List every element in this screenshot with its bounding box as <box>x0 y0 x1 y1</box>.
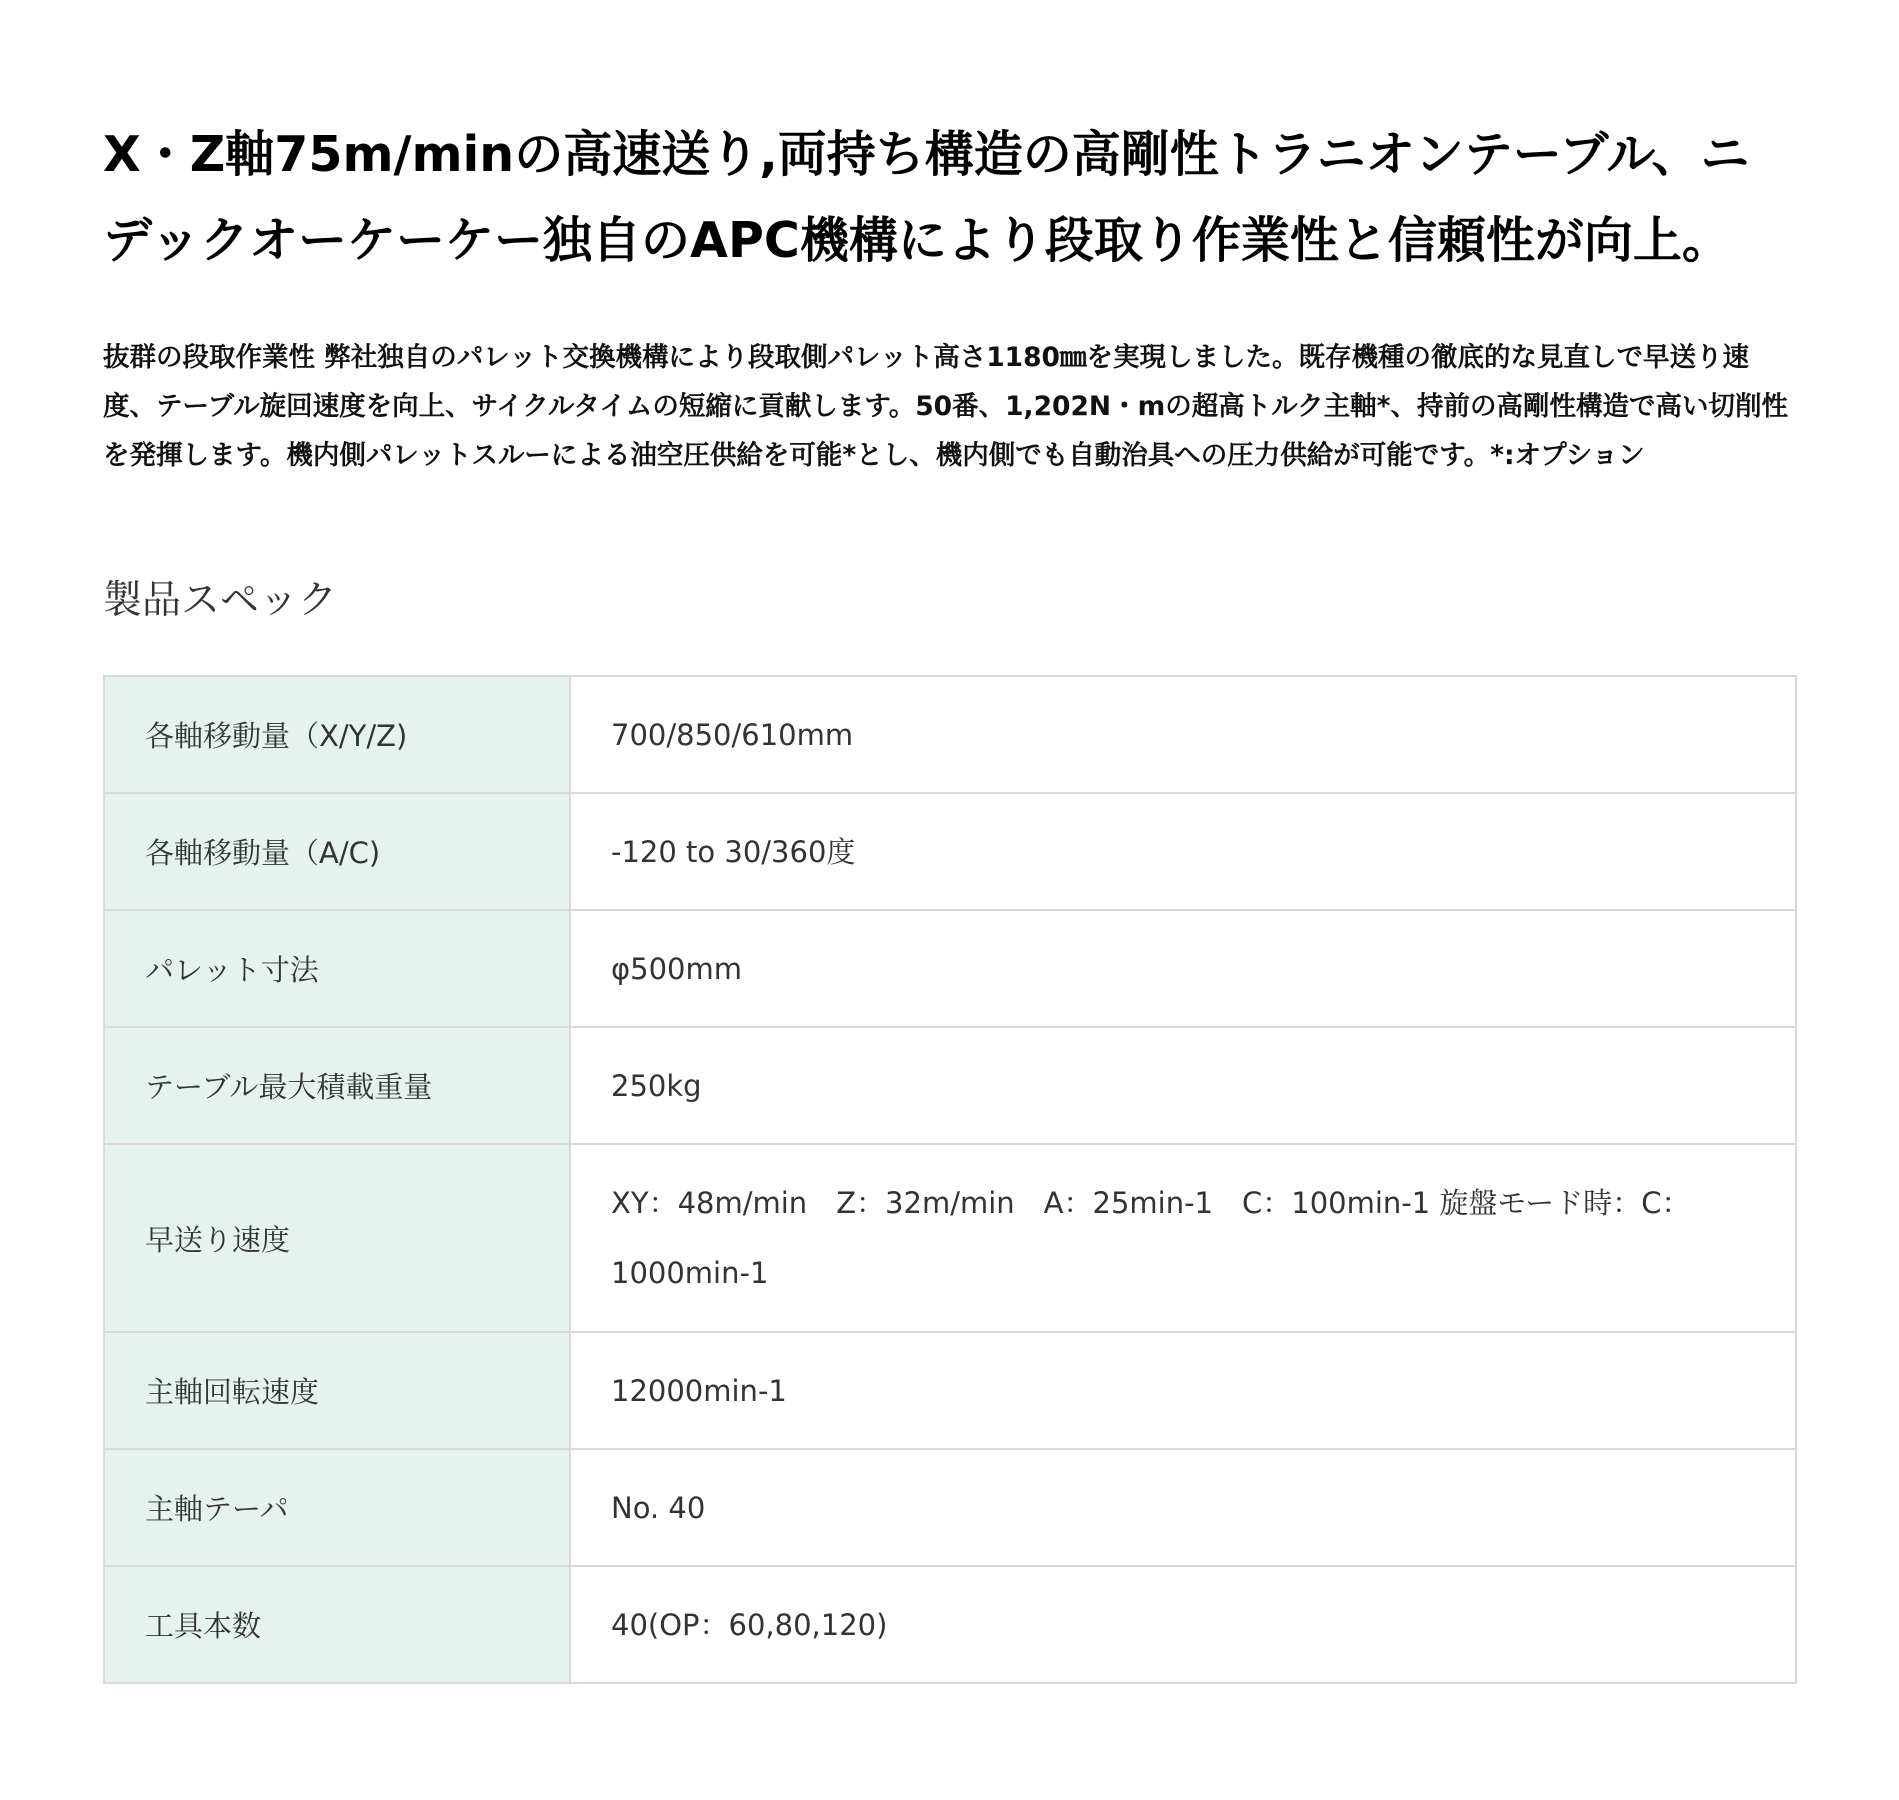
spec-value: 12000min-1 <box>570 1332 1796 1449</box>
spec-label: 各軸移動量（X/Y/Z) <box>104 676 570 793</box>
spec-value: φ500mm <box>570 910 1796 1027</box>
table-row <box>104 793 1796 910</box>
table-row <box>104 1332 1796 1449</box>
spec-label: 工具本数 <box>104 1566 570 1683</box>
spec-value: 250kg <box>570 1027 1796 1144</box>
table-row <box>104 1449 1796 1566</box>
table-row <box>104 910 1796 1027</box>
spec-table <box>103 675 1797 1684</box>
table-row <box>104 1566 1796 1683</box>
spec-label: 主軸テーパ <box>104 1449 570 1566</box>
spec-value: 700/850/610mm <box>570 676 1796 793</box>
spec-heading: 製品スペック <box>103 578 338 623</box>
table-row <box>104 1027 1796 1144</box>
spec-value: 40(OP：60,80,120) <box>570 1566 1796 1683</box>
intro-paragraph: 抜群の段取作業性 弊社独自のパレット交換機構により段取側パレット高さ1180㎜を実現しました。既存機種の徹底的な見直しで早送り速度、テーブル旋回速度を向上、サイクルタイムの短縮に貢献します。50番、1,202N・mの超高トルク主軸*、持前の高剛性構造で高い切削性を発揮します。機内側パレットスルーによる油空圧供給を可能*とし、機内側でも自動治具への圧力供給が可能です。*:オプション <box>103 342 1789 471</box>
spec-value: -120 to 30/360度 <box>570 793 1796 910</box>
spec-value: No. 40 <box>570 1449 1796 1566</box>
spec-value: XY：48m/min Z：32m/min A：25min-1 C：100min-1 旋盤モード時：C：1000min-1 <box>570 1144 1796 1332</box>
spec-label: 各軸移動量（A/C) <box>104 793 570 910</box>
spec-label: 早送り速度 <box>104 1144 570 1332</box>
page-headline: X・Z軸75m/minの高速送り,両持ち構造の高剛性トラニオンテーブル、ニデックオーケーケー独自のAPC機構により段取り作業性と信頼性が向上。 <box>103 126 1750 269</box>
table-row <box>104 676 1796 793</box>
table-row <box>104 1144 1796 1332</box>
spec-label: パレット寸法 <box>104 910 570 1027</box>
spec-label: 主軸回転速度 <box>104 1332 570 1449</box>
spec-label: テーブル最大積載重量 <box>104 1027 570 1144</box>
